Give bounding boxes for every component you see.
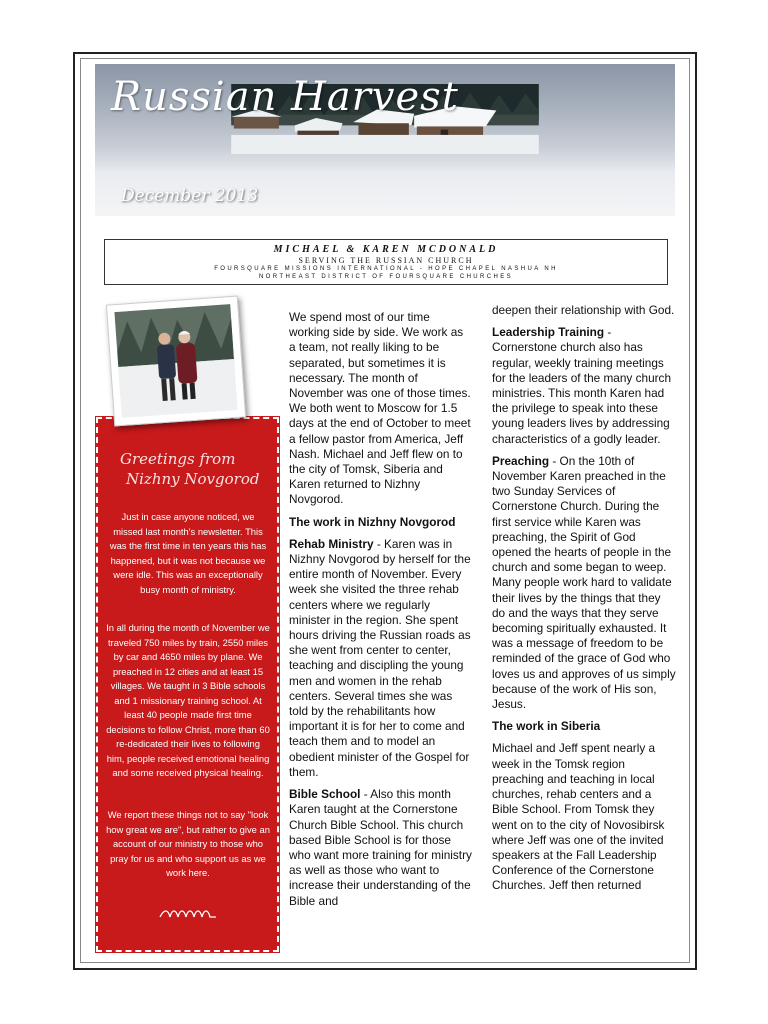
district-line: NORTHEAST DISTRICT OF FOURSQUARE CHURCHES [258,274,514,280]
newsletter-title: Russian Harvest [111,74,459,120]
leadership-paragraph [492,325,676,447]
greetings-sidebar [96,417,279,952]
greeting-heading [120,449,259,489]
section-heading-siberia: The work in Siberia [492,719,601,734]
issue-date: December 2013 [121,186,259,206]
continued-paragraph: deepen their relationship with God. [492,303,675,317]
greeting-line-2: Nizhny Novgorod [126,470,260,488]
sidebar-paragraph-2: In all during the month of November we traveled 750 miles by train, 2550 miles by car and 4650 miles by plane. We preached in 12 cities and at least 15 villages. We taught in 3 Bible schools and 1 missionary training school. At least 40 people made first time decisions to follow Christ, more than 60 re-dedicated their lives to following him, people received emotional healing and some received physical healing. [106,622,270,778]
article-column-1 [289,310,473,916]
preaching-text: - On the 10th of November Karen preached in the two Sunday Services of Cornerstone Church. During the first service while Karen was preaching, the Spirit of God opened the hearts of people in the church and some began to weep. Many people work hard to validate their lives by the things that they do and the ways that they serve becoming spiritually exhausted. It was a message of freedom to be reminded of the grace of God who loves us and approves of us simply because of the work of His son, Jesus. [492,453,676,712]
rehab-text: - Karen was in Nizhny Novgorod by herself for the entire month of November. Every week she visited the three rehab centers where we regularly minister in the region. She spent hours driving the Russian roads as she went from center to center, teaching and discipling the young men and women in the rehab centers. Several times she was told by the rehabilitants how important it is for her to come and teach them and to model an obedient minister of the Gospel for them. [289,536,471,779]
siberia-paragraph: Michael and Jeff spent nearly a week in the Tomsk region preaching and teaching in local churches, rehab centers and a Bible School. From Tomsk they went on to the city of Novosibirsk where Jeff was one of the invited speakers at the Fall Leadership Conference of the Cornerstone Churches. Jeff then returned [492,741,665,893]
rehab-paragraph [289,537,473,780]
intro-paragraph: We spend most of our time working side by side. We work as a team, not really liking to be separated, but sometimes it is necessary. The month of November was one of those times. We both went to Moscow for 1.5 days at the end of October to meet a fellow pastor from America, Jeff Nash. Michael and Jeff flew on to the city of Tomsk, Siberia and Karen returned to Nizhny Novgorod. [289,310,471,507]
rehab-lead: Rehab Ministry [289,536,374,551]
bible-school-paragraph [289,787,473,909]
couple-photo-image [114,304,237,418]
sidebar-paragraph-1: Just in case anyone noticed, we missed last month's newsletter. This was the first time in ten years this has happened, but it was not because we were idle. This was an exceptionally busy month of ministry. [109,511,267,595]
sidebar-paragraph-3: We report these things not to say "look how great we are", but rather to give an account of our ministry to those who pray for us and who support us as we work here. [106,809,270,878]
greeting-line-1: Greetings from [120,450,236,468]
flourish-ornament [158,907,218,921]
article-column-2 [492,303,676,901]
masthead-banner [95,64,675,216]
preaching-lead: Preaching [492,453,550,468]
organization-line: FOURSQUARE MISSIONS INTERNATIONAL - HOPE CHAPEL NASHUA NH [214,266,558,272]
bible-school-lead: Bible School [289,787,361,802]
serving-line: SERVING THE RUSSIAN CHURCH [298,256,474,265]
leadership-lead: Leadership Training [492,325,605,340]
couple-photo [106,296,246,427]
author-info-box [104,239,668,285]
author-names: MICHAEL & KAREN MCDONALD [273,244,499,255]
section-heading-nizhny: The work in Nizhny Novgorod [289,514,456,529]
leadership-text: - Cornerstone church also has regular, weekly training meetings for the leaders of the many church ministries. This month Karen had the privilege to speak into these young leaders lives by addressing characteristics of a godly leader. [492,325,672,446]
preaching-paragraph [492,454,676,712]
bible-school-text: - Also this month Karen taught at the Cornerstone Church Bible School. This church based Bible School is for those who want more training for ministry as well as those who want to increase their understanding of the Bible and [289,787,472,908]
